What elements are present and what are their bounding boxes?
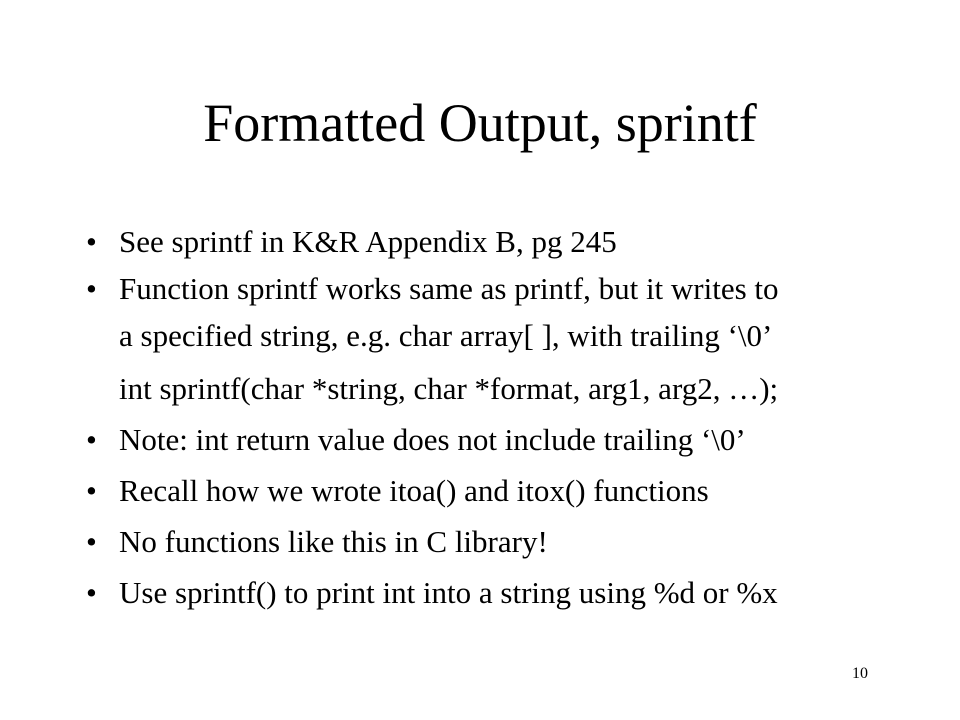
bullet-text: Function sprintf works same as printf, but it writes to [119, 271, 779, 306]
bullet-item [86, 518, 936, 565]
bullet-item [86, 569, 936, 616]
bullet-item [86, 467, 936, 514]
bullet-icon: • [86, 422, 97, 457]
page-number: 10 [852, 665, 868, 682]
bullet-icon: • [86, 575, 97, 610]
bullet-item [86, 265, 936, 359]
bullet-item [86, 416, 936, 463]
bullet-icon: • [86, 473, 97, 508]
bullet-text: Note: int return value does not include trailing ‘\0’ [119, 422, 746, 457]
bullet-text: a specified string, e.g. char array[ ], with trailing ‘\0’ [119, 318, 773, 353]
bullet-icon: • [86, 224, 97, 259]
slide-title: Formatted Output, sprintf [203, 93, 757, 153]
code-line [86, 365, 936, 412]
bullet-text: No functions like this in C library! [119, 524, 548, 559]
bullet-text: See sprintf in K&R Appendix B, pg 245 [119, 224, 617, 259]
code-signature-text: int sprintf(char *string, char *format, arg1, arg2, …); [119, 371, 779, 406]
bullet-list [86, 218, 936, 616]
bullet-icon: • [86, 524, 97, 559]
bullet-icon: • [86, 271, 97, 306]
bullet-text: Recall how we wrote itoa() and itox() functions [119, 473, 709, 508]
bullet-text: Use sprintf() to print int into a string using %d or %x [119, 575, 778, 610]
bullet-item [86, 218, 936, 265]
